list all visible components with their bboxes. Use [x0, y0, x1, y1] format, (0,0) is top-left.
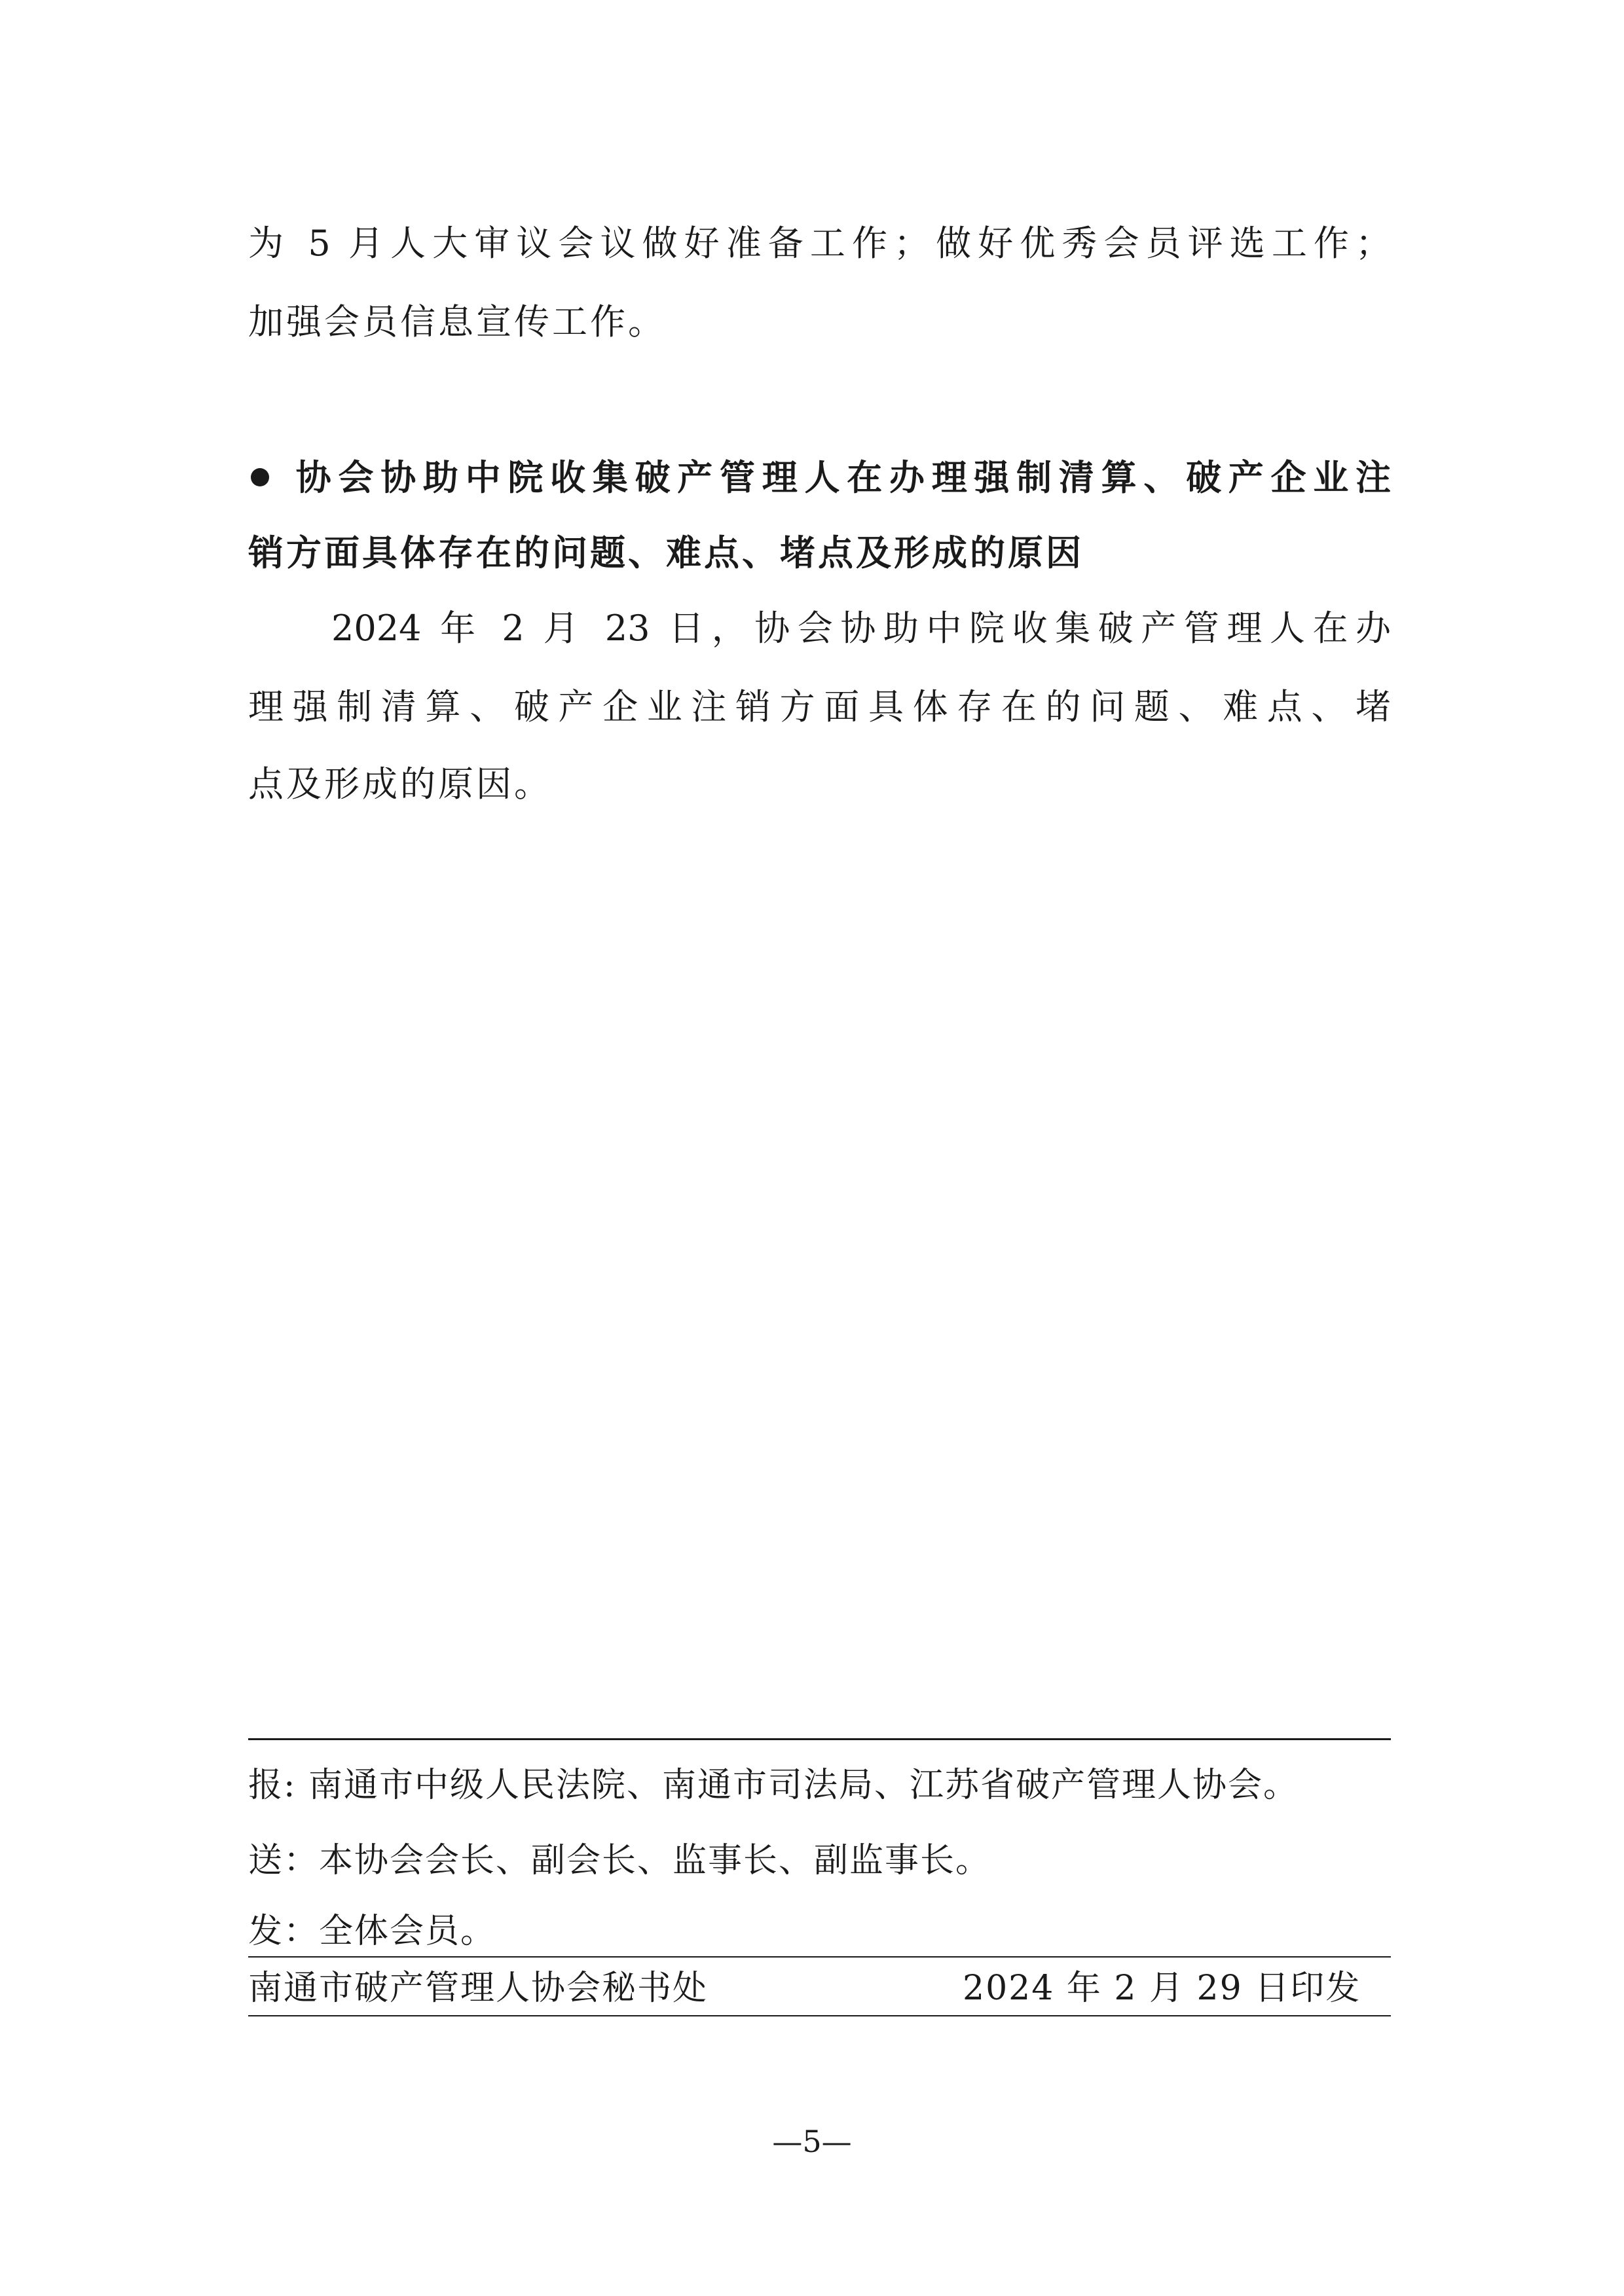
body-paragraph-line: 点及形成的原因。: [248, 763, 552, 805]
issue-date: 2024 年 2 月 29 日印发: [963, 1969, 1361, 2008]
send-to-line: 送：本协会会长、副会长、监事长、副监事长。: [248, 1841, 991, 1880]
section-heading-continuation: 销方面具体存在的问题、难点、堵点及形成的原因: [248, 532, 1084, 574]
body-paragraph-line: 2024 年 2 月 23 日，协会协助中院收集破产管理人在办: [331, 608, 1391, 649]
body-paragraph-line: 为 5 月人大审议会议做好准备工作；做好优秀会员评选工作；: [248, 223, 1391, 264]
section-heading: [248, 457, 1391, 499]
bullet-icon: [251, 468, 269, 486]
body-paragraph-line: 理强制清算、破产企业注销方面具体存在的问题、难点、堵: [248, 686, 1391, 727]
body-paragraph-line: 加强会员信息宣传工作。: [248, 301, 666, 342]
distribute-to-line: 发：全体会员。: [248, 1912, 496, 1951]
page-number: —5—: [772, 2124, 852, 2159]
footer-bottom-rule: [248, 2015, 1391, 2016]
footer-middle-rule: [248, 1956, 1391, 1958]
footer-top-rule: [248, 1738, 1391, 1740]
section-heading-text: 协会协助中院收集破产管理人在办理强制清算、破产企业注: [289, 457, 1391, 498]
report-to-line: 报: 南通市中级人民法院、南通市司法局、江苏省破产管理人协会。: [248, 1766, 1299, 1805]
issuer-name: 南通市破产管理人协会秘书处: [248, 1969, 709, 2008]
